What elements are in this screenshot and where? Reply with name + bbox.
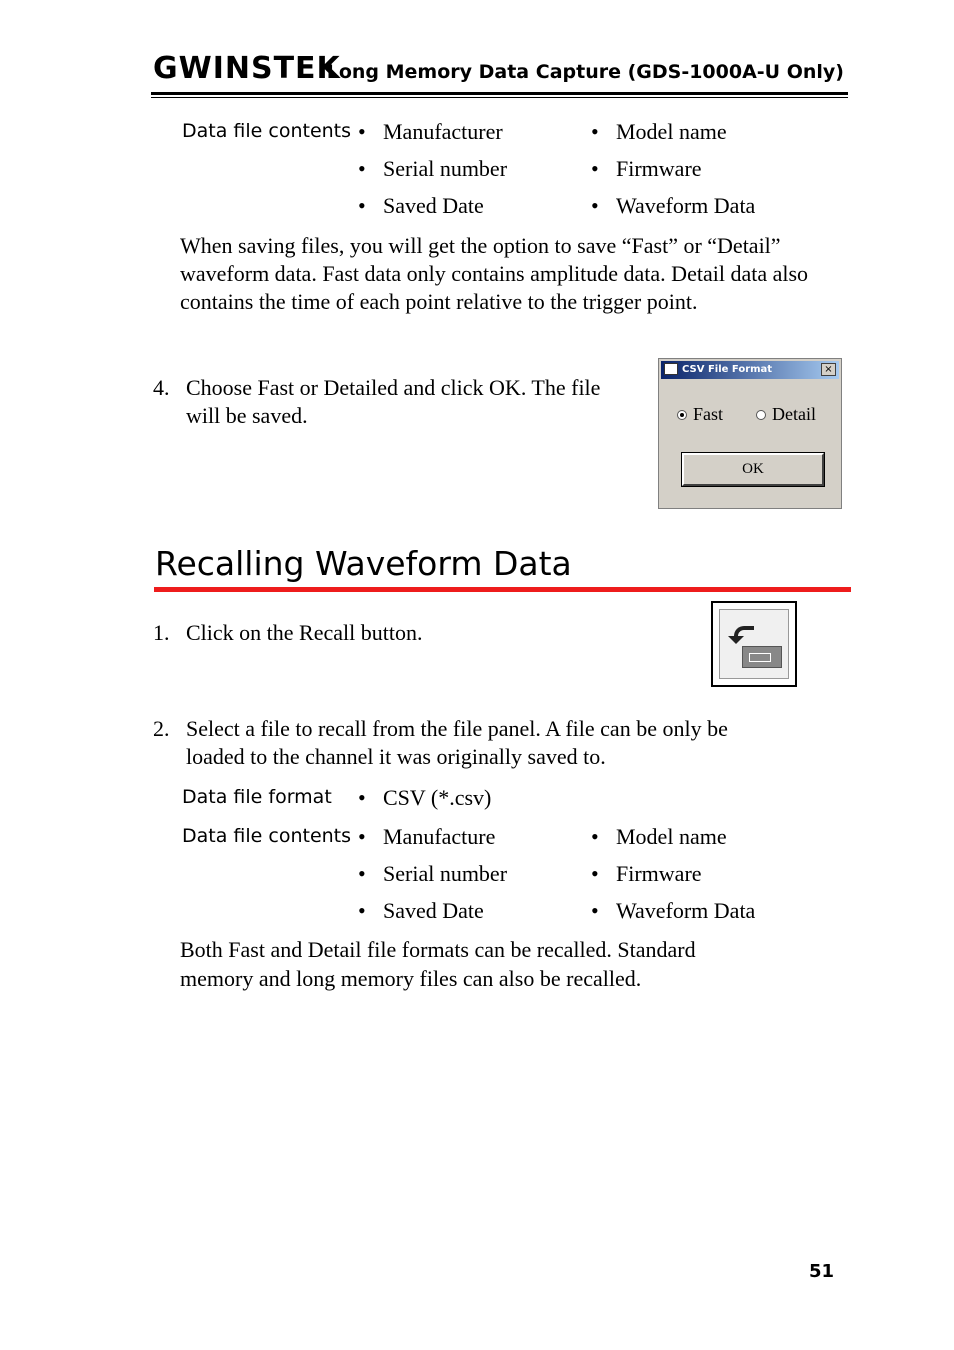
list-item: • Serial number bbox=[358, 861, 508, 886]
list-item: • Firmware bbox=[591, 156, 702, 181]
arrowhead-icon bbox=[728, 636, 744, 644]
section-rule bbox=[154, 587, 851, 592]
list-item: • Firmware bbox=[591, 861, 702, 886]
list-item: • Waveform Data bbox=[591, 193, 756, 218]
list-item: • Manufacturer bbox=[358, 119, 503, 144]
page-number: 51 bbox=[808, 1261, 834, 1282]
step-4 bbox=[153, 374, 653, 434]
csv-file-format-dialog bbox=[658, 358, 842, 509]
list-item: • Model name bbox=[591, 824, 727, 849]
app-icon bbox=[664, 363, 678, 375]
step-number: 1. bbox=[153, 620, 170, 645]
list-item: • Serial number bbox=[358, 156, 508, 181]
step-text: Click on the Recall button. bbox=[186, 620, 423, 645]
radio-detail[interactable] bbox=[756, 403, 816, 425]
list-item: • Saved Date bbox=[358, 898, 484, 923]
radio-selected-icon[interactable] bbox=[677, 410, 687, 420]
ok-button[interactable]: OK bbox=[682, 453, 824, 486]
section-title: Recalling Waveform Data bbox=[155, 544, 572, 583]
data-file-format-label: Data file format bbox=[182, 786, 332, 808]
header-rule bbox=[151, 92, 848, 95]
step-text: Choose Fast or Detailed and click OK. The file bbox=[186, 375, 601, 400]
storage-icon bbox=[742, 646, 782, 668]
recall-note-line-1: Both Fast and Detail file formats can be recalled. Standard bbox=[180, 937, 696, 962]
recall-icon bbox=[719, 609, 789, 679]
list-item: • CSV (*.csv) bbox=[358, 785, 492, 810]
recall-button[interactable] bbox=[711, 601, 797, 687]
dialog-title: CSV File Format bbox=[682, 364, 773, 375]
list-item: • Waveform Data bbox=[591, 898, 756, 923]
data-file-contents-label: Data file contents bbox=[182, 825, 352, 847]
radio-unselected-icon[interactable] bbox=[756, 410, 766, 420]
list-item: • Manufacture bbox=[358, 824, 496, 849]
recall-note-line-2: memory and long memory files can also be recalled. bbox=[180, 966, 642, 991]
list-item: • Model name bbox=[591, 119, 727, 144]
step-2 bbox=[153, 715, 833, 775]
close-icon[interactable]: × bbox=[821, 363, 836, 376]
step-1 bbox=[153, 619, 653, 649]
radio-detail-label: Detail bbox=[772, 404, 816, 424]
step-number: 4. bbox=[153, 375, 170, 400]
header-rule-thin bbox=[151, 97, 848, 98]
step-text: loaded to the channel it was originally saved to. bbox=[186, 744, 606, 769]
header-title: Long Memory Data Capture (GDS-1000A-U Only) bbox=[326, 61, 844, 83]
waveform-icon bbox=[749, 653, 771, 662]
save-format-note: When saving files, you will get the option to save “Fast” or “Detail” waveform data. Fast data only contains amplitude data. Detail data also contains the time of each point relative to the trigger point. bbox=[180, 233, 809, 314]
list-item: • Saved Date bbox=[358, 193, 484, 218]
gwinstek-logo: GWINSTEK bbox=[153, 51, 341, 86]
step-text: will be saved. bbox=[186, 403, 308, 428]
step-number: 2. bbox=[153, 716, 170, 741]
radio-fast-label: Fast bbox=[693, 404, 724, 424]
radio-fast[interactable] bbox=[677, 403, 723, 425]
dialog-titlebar bbox=[661, 361, 839, 379]
data-file-contents-label: Data file contents bbox=[182, 120, 352, 142]
step-text: Select a file to recall from the file panel. A file can be only be bbox=[186, 716, 728, 741]
